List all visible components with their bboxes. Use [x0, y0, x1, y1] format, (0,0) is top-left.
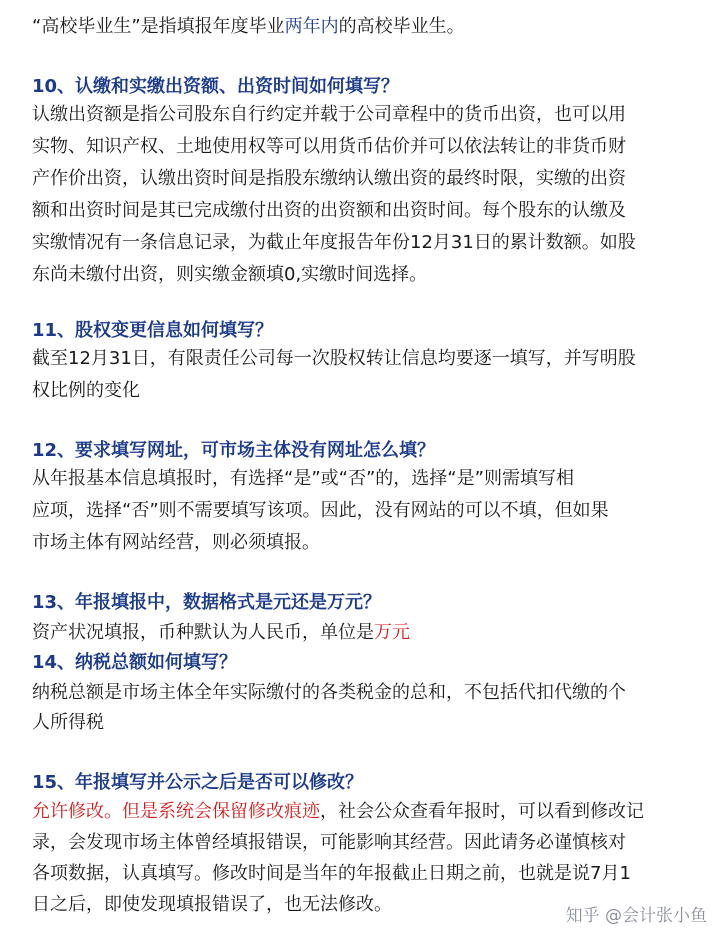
- q15-emphasis: 允许修改。但是系统会保留修改痕迹: [32, 801, 320, 822]
- q15-line-3: 各项数据，认真填写。修改时间是当年的年报截止日期之前，也就是说7月1: [32, 863, 631, 884]
- q10-line-1: 认缴出资额是指公司股东自行约定并载于公司章程中的货币出资，也可以用: [32, 104, 626, 125]
- zhihu-watermark: 知乎 @会计张小鱼: [565, 906, 707, 926]
- q15-line-1-rest: ，社会公众查看年报时，可以看到修改记: [320, 801, 644, 822]
- q14-line-2: 人所得税: [32, 712, 104, 733]
- q11-line-2: 权比例的变化: [32, 380, 140, 401]
- q10-title: 10、认缴和实缴出资额、出资时间如何填写？: [32, 76, 400, 97]
- q13-answer-text: 资产状况填报，币种默认为人民币，单位是: [32, 622, 374, 643]
- q13-answer: [32, 620, 410, 646]
- q10-line-5: 实缴情况有一条信息记录，为截止年度报告年份12月31日的累计数额。如股: [32, 232, 636, 253]
- q10-line-2: 实物、知识产权、土地使用权等可以用货币估价并可以依法转让的非货币财: [32, 136, 626, 157]
- q15-line-2: 录，会发现市场主体曾经填报错误，可能影响其经营。因此请务必谨慎核对: [32, 832, 626, 853]
- q11-title: 11、股权变更信息如何填写？: [32, 320, 274, 341]
- q10-line-4: 额和出资时间是其已完成缴付出资的出资额和出资时间。每个股东的认缴及: [32, 200, 626, 221]
- q10-line-3: 产作价出资，认缴出资时间是指股东缴纳认缴出资的最终时限，实缴的出资: [32, 168, 626, 189]
- q12-title: 12、要求填写网址，可市场主体没有网址怎么填？: [32, 440, 436, 461]
- intro-highlight: 两年内: [284, 16, 339, 37]
- q12-line-1: 从年报基本信息填报时，有选择“是”或“否”的，选择“是”则需填写相: [32, 468, 574, 489]
- q12-line-3: 市场主体有网站经营，则必须填报。: [32, 532, 320, 553]
- intro-text-2: 的高校毕业生。: [338, 16, 465, 37]
- q13-title: 13、年报填报中，数据格式是元还是万元？: [32, 592, 382, 613]
- q15-line-1: [32, 799, 644, 825]
- intro-text-1: “高校毕业生”是指填报年度毕业: [32, 16, 285, 37]
- q10-line-6: 东尚未缴付出资，则实缴金额填0,实缴时间选择。: [32, 264, 428, 285]
- q14-title: 14、纳税总额如何填写？: [32, 652, 238, 673]
- q15-title: 15、年报填写并公示之后是否可以修改？: [32, 772, 364, 793]
- q11-line-1: 截至12月31日，有限责任公司每一次股权转让信息均要逐一填写，并写明股: [32, 348, 636, 369]
- q12-line-2: 应项，选择“否”则不需要填写该项。因此，没有网站的可以不填，但如果: [32, 500, 609, 521]
- intro-line: [32, 14, 465, 40]
- q15-line-4: 日之后，即使发现填报错误了，也无法修改。: [32, 894, 392, 915]
- q14-line-1: 纳税总额是市场主体全年实际缴付的各类税金的总和，不包括代扣代缴的个: [32, 682, 626, 703]
- q13-answer-highlight: 万元: [374, 622, 410, 643]
